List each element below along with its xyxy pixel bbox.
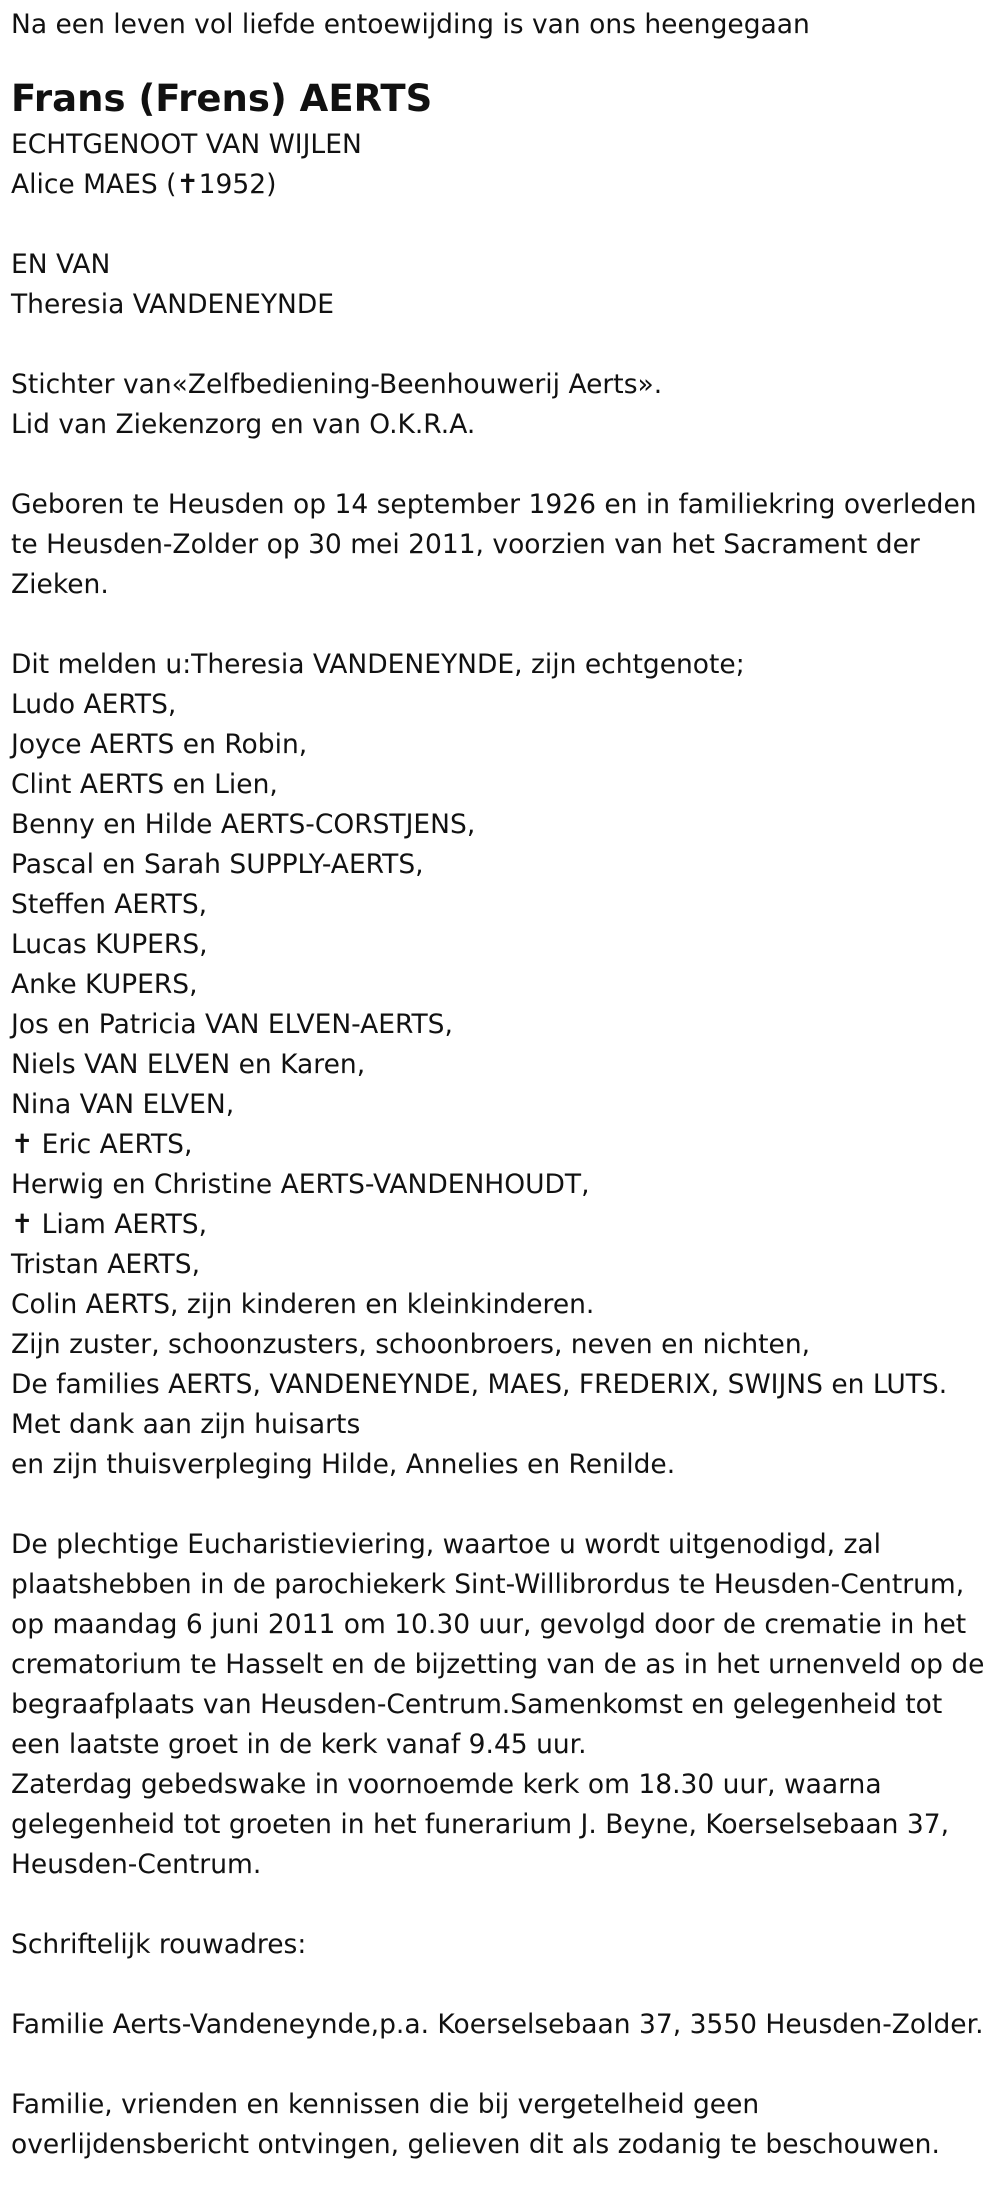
family-line: Ludo AERTS, — [11, 689, 177, 720]
service-paragraph — [11, 1525, 990, 1885]
family-line: Dit melden u:Theresia VANDENEYNDE, zijn echtgenote; — [11, 649, 745, 680]
service-line: De plechtige Eucharistieviering, waartoe u wordt uitgenodigd, zal — [11, 1529, 882, 1560]
spouse-1-label: ECHTGENOOT VAN WIJLEN — [11, 129, 362, 160]
service-line: Zaterdag gebedswake in voornoemde kerk om 18.30 uur, waarna — [11, 1769, 882, 1800]
family-line: Clint AERTS en Lien, — [11, 769, 278, 800]
family-line: Pascal en Sarah SUPPLY-AERTS, — [11, 849, 424, 880]
birth-death-line: Geboren te Heusden op 14 september 1926 en in familiekring overleden — [11, 489, 977, 520]
service-line: crematorium te Hasselt en de bijzetting van de as in het urnenveld op de — [11, 1649, 985, 1680]
deceased-name: Frans (Frens) AERTS — [11, 77, 433, 120]
spacer — [11, 2045, 990, 2085]
spouse-2-name: Theresia VANDENEYNDE — [11, 289, 334, 320]
family-line: Lucas KUPERS, — [11, 929, 208, 960]
birth-death-line: te Heusden-Zolder op 30 mei 2011, voorzien van het Sacrament der — [11, 529, 920, 560]
family-line: Tristan AERTS, — [11, 1249, 200, 1280]
intro-text: Na een leven vol liefde entoewijding is van ons heengegaan — [11, 9, 810, 40]
family-line: ✝ Liam AERTS, — [11, 1209, 208, 1240]
service-line: op maandag 6 juni 2011 om 10.30 uur, gevolgd door de crematie in het — [11, 1609, 967, 1640]
family-line: Jos en Patricia VAN ELVEN-AERTS, — [11, 1009, 453, 1040]
service-line: een laatste groet in de kerk vanaf 9.45 uur. — [11, 1729, 587, 1760]
service-line: gelegenheid tot groeten in het funerarium J. Beyne, Koerselsebaan 37, — [11, 1809, 950, 1840]
birth-death-paragraph — [11, 485, 990, 605]
family-line: Benny en Hilde AERTS-CORSTJENS, — [11, 809, 476, 840]
spacer — [11, 325, 990, 365]
family-list — [11, 645, 990, 1485]
spacer — [11, 205, 990, 245]
address-label: Schriftelijk rouwadres: — [11, 1929, 307, 1960]
spacer — [11, 1965, 990, 2005]
birth-death-line: Zieken. — [11, 569, 109, 600]
family-line: en zijn thuisverpleging Hilde, Annelies en Renilde. — [11, 1449, 676, 1480]
family-line: Zijn zuster, schoonzusters, schoonbroers, neven en nichten, — [11, 1329, 811, 1360]
closing-line: Familie, vrienden en kennissen die bij vergetelheid geen — [11, 2089, 760, 2120]
spouse-2-label: EN VAN — [11, 249, 111, 280]
spouse-1-name: Alice MAES (✝1952) — [11, 169, 277, 200]
spacer — [11, 1485, 990, 1525]
spacer — [11, 45, 990, 73]
service-line: begraafplaats van Heusden-Centrum.Samenkomst en gelegenheid tot — [11, 1689, 943, 1720]
family-line: ✝ Eric AERTS, — [11, 1129, 193, 1160]
service-line: plaatshebben in de parochiekerk Sint-Willibrordus te Heusden-Centrum, — [11, 1569, 965, 1600]
family-line: Joyce AERTS en Robin, — [11, 729, 308, 760]
family-line: Met dank aan zijn huisarts — [11, 1409, 361, 1440]
family-line: Niels VAN ELVEN en Karen, — [11, 1049, 366, 1080]
family-line: Anke KUPERS, — [11, 969, 198, 1000]
spacer — [11, 445, 990, 485]
family-line: De families AERTS, VANDENEYNDE, MAES, FREDERIX, SWIJNS en LUTS. — [11, 1369, 948, 1400]
bio-founder: Stichter van«Zelfbediening-Beenhouwerij Aerts». — [11, 369, 663, 400]
closing-line: overlijdensbericht ontvingen, gelieven dit als zodanig te beschouwen. — [11, 2129, 940, 2160]
spacer — [11, 1885, 990, 1925]
closing-paragraph — [11, 2085, 990, 2165]
bio-member: Lid van Ziekenzorg en van O.K.R.A. — [11, 409, 476, 440]
family-line: Nina VAN ELVEN, — [11, 1089, 235, 1120]
family-line: Steffen AERTS, — [11, 889, 208, 920]
family-line: Herwig en Christine AERTS-VANDENHOUDT, — [11, 1169, 590, 1200]
service-line: Heusden-Centrum. — [11, 1849, 262, 1880]
address-value: Familie Aerts-Vandeneynde,p.a. Koerselsebaan 37, 3550 Heusden-Zolder. — [11, 2009, 984, 2040]
spacer — [11, 605, 990, 645]
family-line: Colin AERTS, zijn kinderen en kleinkinderen. — [11, 1289, 595, 1320]
